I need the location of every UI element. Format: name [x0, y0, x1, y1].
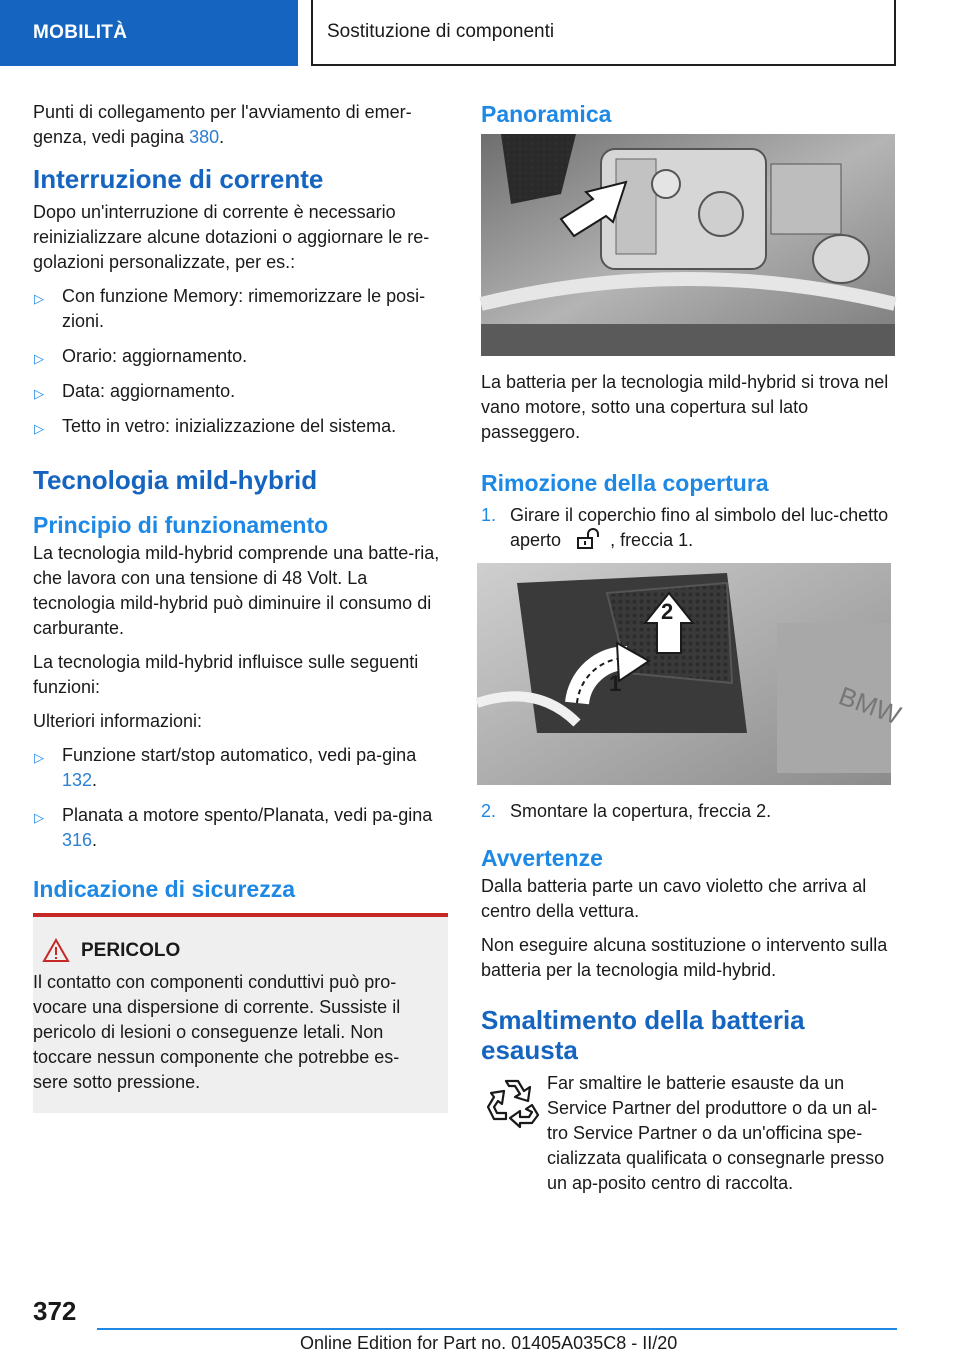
info-list: [33, 743, 448, 853]
heading-removal: Rimozione della copertura: [481, 470, 769, 496]
interruption-list: [33, 284, 448, 439]
principle-p1: La tecnologia mild-hybrid comprende una batte‐ria, che lavora con una tensione di 48 Volt. La tecnologia mild-hybrid può diminuire il consumo di carburante.: [33, 543, 440, 638]
page-link-316[interactable]: 316: [62, 830, 93, 850]
cover-removal-figure: [477, 563, 905, 785]
open-padlock-icon: [576, 529, 604, 549]
interruption-text: Dopo un'interruzione di corrente è necessario reinizializzare alcune dotazioni o aggiornare le re‐golazioni personalizzate, per es.:: [33, 202, 430, 272]
list-item: ▷ Tetto in vetro: inizializzazione del sistema.: [33, 414, 448, 439]
bullet-triangle-icon: ▷: [34, 351, 44, 366]
removal-steps-continued: [481, 799, 896, 824]
left-column: [33, 100, 448, 1113]
principle-p3: Ulteriori informazioni:: [33, 711, 203, 731]
page-link-380[interactable]: 380: [189, 127, 220, 147]
overview-caption: La batteria per la tecnologia mild-hybrid si trova nel vano motore, sotto una copertura sul lato passeggero.: [481, 372, 889, 442]
chapter-title: Sostituzione di componenti: [311, 0, 896, 66]
heading-interruption: Interruzione di corrente: [33, 164, 324, 194]
notes-p1: Dalla batteria parte un cavo violetto che arriva al centro della vettura.: [481, 876, 867, 921]
bullet-triangle-icon: ▷: [34, 291, 44, 306]
recycle-icon: [481, 1075, 543, 1127]
bullet-triangle-icon: ▷: [34, 421, 44, 436]
bullet-triangle-icon: ▷: [34, 750, 44, 765]
intro-paragraph: Punti di collegamento per l'avviamento di emer‐genza, vedi pagina 380.: [33, 102, 412, 147]
step-1: 1. Girare il coperchio fino al simbolo del luc‐chetto aperto , freccia 1.: [481, 505, 889, 550]
list-item: ▷ Funzione start/stop automatico, vedi pa‐gina 132.: [34, 745, 417, 790]
list-item: ▷ Data: aggiornamento.: [33, 379, 448, 404]
heading-principle: Principio di funzionamento: [33, 512, 329, 538]
notes-p2: Non eseguire alcuna sostituzione o intervento sulla batteria per la tecnologia mild-hybrid.: [481, 935, 888, 980]
page-link-132[interactable]: 132: [62, 770, 93, 790]
warning-triangle-icon: [43, 939, 69, 962]
heading-overview: Panoramica: [481, 101, 612, 127]
footer-divider: [97, 1328, 897, 1330]
list-item: ▷ Orario: aggiornamento.: [33, 344, 448, 369]
heading-disposal: Smaltimento della batteria esausta: [481, 1005, 805, 1065]
danger-warning-box: [33, 913, 448, 1113]
principle-p2: La tecnologia mild-hybrid influisce sulle seguenti funzioni:: [33, 652, 419, 697]
disposal-text: Far smaltire le batterie esauste da un Service Partner del produttore o da un al‐tro Service Partner o da un'officina spe‐cializzata qualificata o consegnarle presso un ap‐posito centro di raccolta.: [547, 1073, 885, 1193]
edition-info: Online Edition for Part no. 01405A035C8 - II/20: [300, 1333, 678, 1353]
right-column: [481, 100, 905, 1205]
step-2: 2. Smontare la copertura, freccia 2.: [481, 801, 772, 821]
arrow-2-label: 2: [661, 599, 674, 624]
warning-title: PERICOLO: [33, 939, 432, 962]
removal-steps: [481, 503, 896, 553]
list-item: ▷ Con funzione Memory: rimemorizzare le posi‐zioni.: [34, 286, 426, 331]
arrow-1-label: 1: [609, 671, 622, 696]
page-number: 372: [33, 1296, 77, 1326]
section-tab: MOBILITÀ: [0, 0, 298, 66]
warning-text: Il contatto con componenti conduttivi può pro‐vocare una dispersione di corrente. Sussiste il pericolo di lesioni o conseguenze letali. Non toccare nessun componente che potrebbe es‐sere sotto pressione.: [33, 972, 401, 1092]
svg-text:BMW: BMW: [834, 680, 905, 731]
disposal-block: [481, 1071, 896, 1205]
engine-bay-figure: [481, 134, 895, 356]
list-item: ▷ Planata a motore spento/Planata, vedi pa‐gina 316.: [34, 805, 433, 850]
heading-safety: Indicazione di sicurezza: [33, 876, 296, 902]
bullet-triangle-icon: ▷: [34, 386, 44, 401]
heading-mild-hybrid: Tecnologia mild-hybrid: [33, 465, 318, 495]
heading-notes: Avvertenze: [481, 845, 603, 871]
bullet-triangle-icon: ▷: [34, 810, 44, 825]
